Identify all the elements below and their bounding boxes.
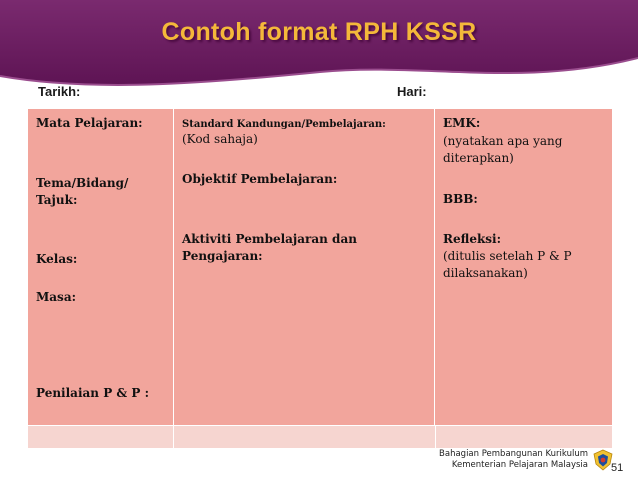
mata-pelajaran-label: Mata Pelajaran: bbox=[36, 116, 143, 130]
tema-label-line2: Tajuk: bbox=[36, 193, 78, 207]
emk-note-line2: diterapkan) bbox=[443, 151, 514, 165]
standard-kandungan-label: Standard Kandungan/Pembelajaran: bbox=[182, 119, 386, 130]
bbb-label: BBB: bbox=[443, 192, 478, 206]
penilaian-label: Penilaian P & P : bbox=[36, 386, 150, 400]
kod-sahaja-note: (Kod sahaja) bbox=[182, 132, 258, 146]
tema-label-line1: Tema/Bidang/ bbox=[36, 176, 129, 190]
header-band bbox=[0, 0, 638, 110]
kelas-label: Kelas: bbox=[36, 252, 78, 266]
footer-line2: Kementerian Pelajaran Malaysia bbox=[451, 460, 588, 470]
divider bbox=[435, 426, 436, 448]
table-column-1 bbox=[28, 109, 173, 425]
rph-table bbox=[28, 108, 612, 447]
table-bottom-row bbox=[28, 425, 612, 448]
aktiviti-label-line1: Aktiviti Pembelajaran dan bbox=[182, 232, 357, 246]
emk-note-line1: (nyatakan apa yang bbox=[443, 134, 563, 148]
table-column-2 bbox=[173, 109, 435, 425]
masa-label: Masa: bbox=[36, 290, 77, 304]
emk-label: EMK: bbox=[443, 116, 481, 130]
hari-label: Hari: bbox=[397, 84, 427, 99]
refleksi-note-line2: dilaksanakan) bbox=[443, 266, 528, 280]
refleksi-label: Refleksi: bbox=[443, 232, 502, 246]
slide-title: Contoh format RPH KSSR bbox=[161, 18, 477, 46]
divider bbox=[173, 426, 174, 448]
table-column-3 bbox=[435, 109, 612, 425]
page-number: 51 bbox=[611, 462, 624, 474]
objektif-label: Objektif Pembelajaran: bbox=[182, 172, 338, 186]
refleksi-note-line1: (ditulis setelah P & P bbox=[443, 249, 572, 263]
aktiviti-label-line2: Pengajaran: bbox=[182, 249, 263, 263]
footer-line1: Bahagian Pembangunan Kurikulum bbox=[439, 449, 588, 459]
tarikh-label: Tarikh: bbox=[38, 84, 81, 99]
